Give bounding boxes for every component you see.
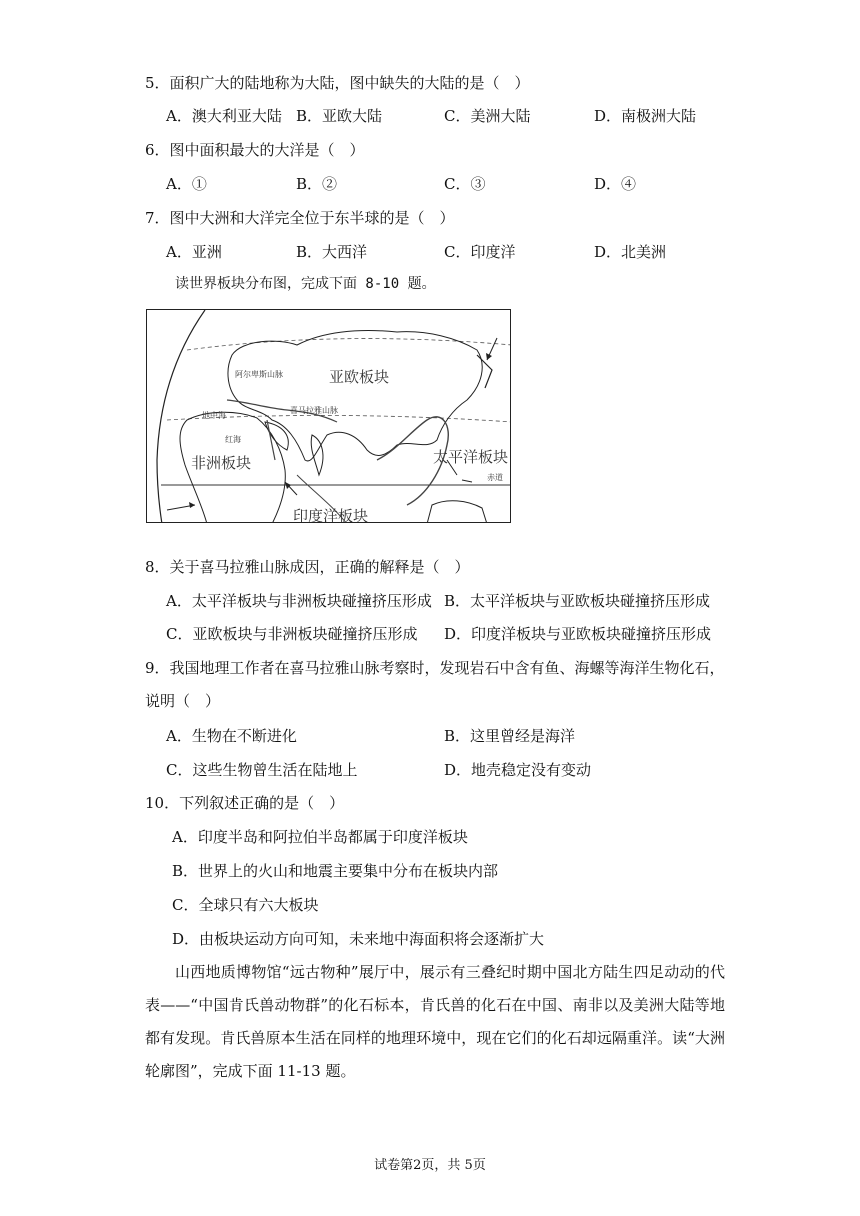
label-indian-plate: 印度洋板块	[293, 507, 369, 523]
page-footer: 试卷第2页，共 5页	[374, 1158, 486, 1173]
q5-option-d: D．南极洲大陆	[594, 107, 697, 125]
q9-option-a: A．生物在不断进化	[166, 727, 297, 745]
q8-option-c: C．亚欧板块与非洲板块碰撞挤压形成	[166, 625, 418, 643]
q7-option-a: A．亚洲	[166, 243, 222, 261]
q6-option-c: C．③	[444, 175, 486, 193]
label-eurasian-plate: 亚欧板块	[329, 368, 390, 386]
q7-option-b: B．大西洋	[296, 243, 368, 261]
label-african-plate: 非洲板块	[191, 454, 252, 472]
q9-option-c: C．这些生物曾生活在陆地上	[166, 761, 358, 779]
q10-stem: 10．下列叙述正确的是（ ）	[145, 794, 345, 812]
q6-option-b: B．②	[296, 175, 338, 193]
q7-stem: 7．图中大洲和大洋完全位于东半球的是（ ）	[145, 209, 455, 227]
label-red-sea: 红海	[225, 435, 241, 444]
q6-option-d: D．④	[594, 175, 637, 193]
label-mediterranean: 地中海	[202, 411, 226, 420]
q5-stem: 5．面积广大的陆地称为大陆，图中缺失的大陆的是（ ）	[145, 74, 530, 92]
q7-option-c: C．印度洋	[444, 243, 516, 261]
q9-stem: 9．我国地理工作者在喜马拉雅山脉考察时，发现岩石中含有鱼、海螺等海洋生物化石，	[145, 659, 725, 677]
label-pacific-plate: 太平洋板块	[433, 448, 509, 466]
world-plate-map	[146, 309, 511, 523]
q8-option-a: A．太平洋板块与非洲板块碰撞挤压形成	[166, 592, 432, 610]
q5-option-b: B．亚欧大陆	[296, 107, 383, 125]
q10-option-d: D．由板块运动方向可知，未来地中海面积将会逐渐扩大	[172, 930, 545, 948]
q9-option-b: B．这里曾经是海洋	[444, 727, 576, 745]
label-equator: 赤道	[487, 473, 503, 482]
q10-option-b: B．世界上的火山和地震主要集中分布在板块内部	[172, 862, 499, 880]
intro-8-10: 读世界板块分布图，完成下面 8-10 题。	[175, 276, 436, 292]
q5-option-a: A．澳大利亚大陆	[166, 107, 282, 125]
q6-option-a: A．①	[166, 175, 207, 193]
q5-option-c: C．美洲大陆	[444, 107, 531, 125]
q8-option-d: D．印度洋板块与亚欧板块碰撞挤压形成	[444, 625, 712, 643]
q8-option-b: B．太平洋板块与亚欧板块碰撞挤压形成	[444, 592, 711, 610]
q8-stem: 8．关于喜马拉雅山脉成因，正确的解释是（ ）	[145, 558, 470, 576]
q10-option-a: A．印度半岛和阿拉伯半岛都属于印度洋板块	[172, 828, 468, 846]
q9-stem-cont: 说明（ ）	[145, 692, 221, 710]
q9-option-d: D．地壳稳定没有变动	[444, 761, 592, 779]
q7-option-d: D．北美洲	[594, 243, 667, 261]
q6-stem: 6．图中面积最大的大洋是（ ）	[145, 141, 365, 159]
plate-map-svg	[147, 310, 511, 523]
q10-option-c: C．全球只有六大板块	[172, 896, 319, 914]
label-alps: 阿尔卑斯山脉	[235, 370, 283, 379]
passage-11-13: 山西地质博物馆“远古物种”展厅中，展示有三叠纪时期中国北方陆生四足动动的代表——“中国肯氏兽动物群”的化石标本，肯氏兽的化石在中国、南非以及美洲大陆等地都有发现。肯氏兽原本生活在同样的地理环境中，现在它们的化石却远隔重洋。读“大洲轮廓图”，完成下面 11-13 题。	[145, 963, 725, 1080]
label-himalaya: 喜马拉雅山脉	[290, 406, 338, 415]
